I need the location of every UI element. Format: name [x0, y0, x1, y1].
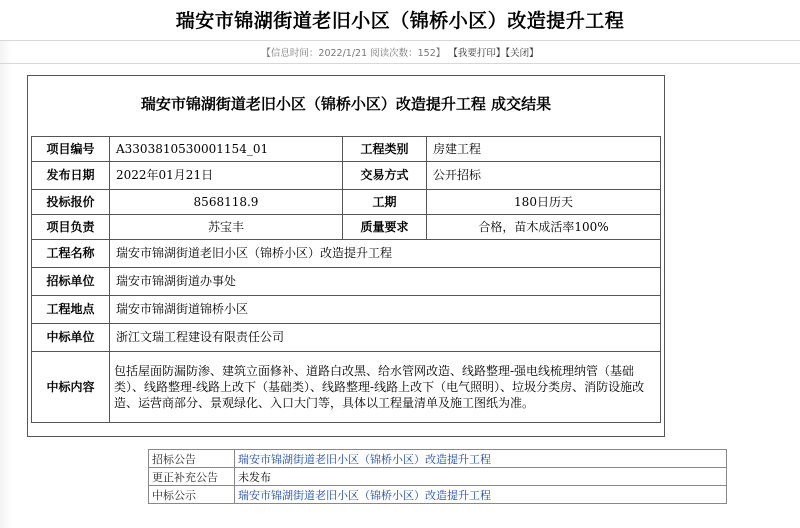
- header-bar: [0, 0, 800, 41]
- manager-label: 项目负责: [32, 215, 110, 240]
- info-time: 【信息时间：2022/1/21 阅读次数：152】: [261, 48, 446, 59]
- tender-notice-link[interactable]: 瑞安市锦湖街道老旧小区（锦桥小区）改造提升工程: [238, 452, 491, 466]
- bid-price-value: 8568118.9: [110, 190, 343, 215]
- publish-date-value: 2022年01月21日: [110, 162, 343, 190]
- location-label: 工程地点: [32, 296, 110, 324]
- tenderer-label: 招标单位: [32, 268, 110, 296]
- result-panel: [27, 75, 665, 437]
- project-type-label: 工程类别: [343, 137, 427, 162]
- bid-price-label: 投标报价: [32, 190, 110, 215]
- award-notice-link[interactable]: 瑞安市锦湖街道老旧小区（锦桥小区）改造提升工程: [238, 488, 491, 502]
- print-link[interactable]: 【我要打印】: [448, 48, 506, 59]
- content-value: 包括屋面防漏防渗、建筑立面修补、道路白改黑、给水管网改造、线路整理-强电线梳理纳管（基础类）、线路整理-线路上改下（基础类）、线路整理-线路上改下（电气照明）、垃圾分类房、消防设施改造、运营商部分、景观绿化、入口大门等，具体以工程量清单及施工图纸为准。: [110, 352, 661, 423]
- duration-value: 180日历天: [427, 190, 661, 215]
- trade-method-label: 交易方式: [343, 162, 427, 190]
- left-gutter: [0, 0, 12, 528]
- result-title: 瑞安市锦湖街道老旧小区（锦桥小区）改造提升工程 成交结果: [140, 95, 552, 113]
- close-link[interactable]: 【关闭】: [505, 48, 539, 59]
- trade-method-value: 公开招标: [427, 162, 661, 190]
- winner-value: 浙江文瑞工程建设有限责任公司: [110, 324, 661, 352]
- notice-row: [149, 486, 727, 504]
- project-no-value: A3303810530001154_01: [110, 137, 343, 162]
- location-value: 瑞安市锦湖街道锦桥小区: [110, 296, 661, 324]
- publish-date-label: 发布日期: [32, 162, 110, 190]
- divider: [0, 63, 800, 64]
- project-type-value: 房建工程: [427, 137, 661, 162]
- quality-value: 合格，苗木成活率100%: [427, 215, 661, 240]
- project-name-value: 瑞安市锦湖街道老旧小区（锦桥小区）改造提升工程: [110, 240, 661, 268]
- project-no-label: 项目编号: [32, 137, 110, 162]
- related-notices-table: [148, 449, 727, 504]
- notice-label: 更正补充公告: [149, 468, 235, 486]
- quality-label: 质量要求: [343, 215, 427, 240]
- project-name-label: 工程名称: [32, 240, 110, 268]
- notice-row: [149, 468, 727, 486]
- duration-label: 工期: [343, 190, 427, 215]
- content-label: 中标内容: [32, 352, 110, 423]
- page-title: 瑞安市锦湖街道老旧小区（锦桥小区）改造提升工程: [175, 10, 625, 32]
- info-meta: [0, 45, 800, 59]
- winner-label: 中标单位: [32, 324, 110, 352]
- notice-label: 招标公告: [149, 450, 235, 468]
- result-table: [31, 136, 661, 423]
- manager-value: 苏宝丰: [110, 215, 343, 240]
- notice-label: 中标公示: [149, 486, 235, 504]
- correction-notice-value: 未发布: [235, 468, 727, 486]
- tenderer-value: 瑞安市锦湖街道办事处: [110, 268, 661, 296]
- notice-row: [149, 450, 727, 468]
